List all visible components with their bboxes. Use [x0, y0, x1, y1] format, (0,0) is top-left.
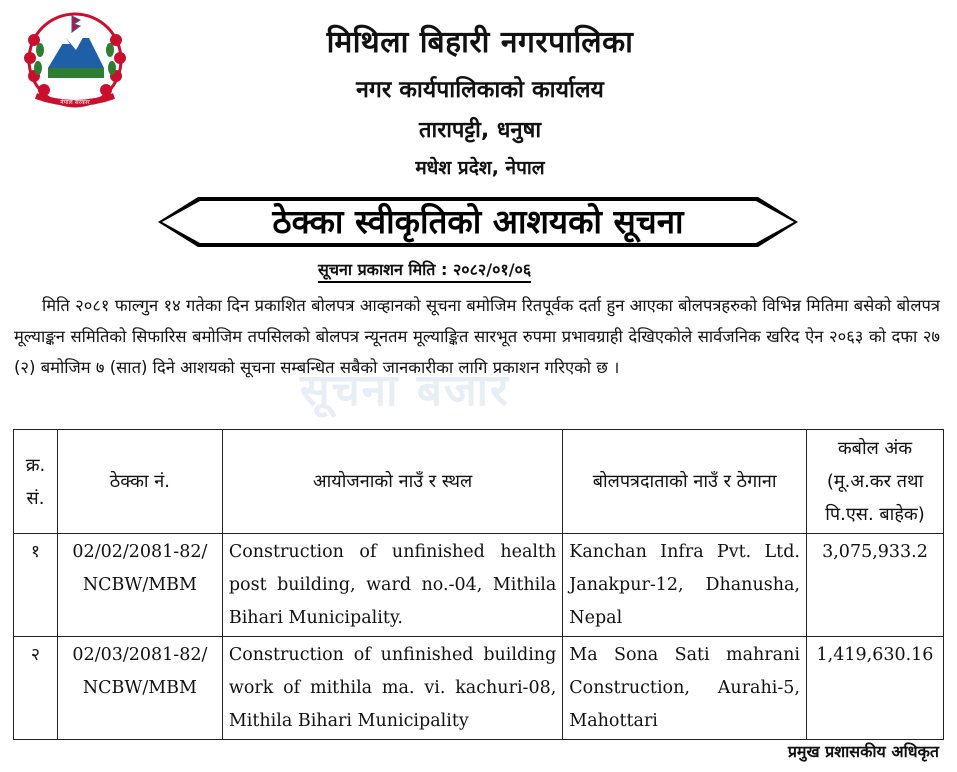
publication-date: सूचना प्रकाशन मिति : २०८२/०१/०६ [318, 258, 531, 283]
cell-contract-no: 02/02/2081-82/ NCBW/MBM [57, 534, 222, 637]
col-bidder: बोलपत्रदाताको नाउँ र ठेगाना [563, 430, 807, 534]
col-serial: क्र. सं. [14, 430, 58, 534]
province-country: मधेश प्रदेश, नेपाल [415, 157, 545, 179]
col-contract-no: ठेक्का नं. [57, 430, 222, 534]
table-header-row [14, 430, 944, 534]
nepal-government-emblem [14, 10, 136, 110]
contract-table [13, 429, 944, 740]
cell-serial: २ [14, 637, 58, 740]
cell-serial: १ [14, 534, 58, 637]
office-name: नगर कार्यपालिकाको कार्यालय [356, 77, 604, 103]
cell-project: Construction of unfinished health post building, ward no.-04, Mithila Bihari Municipality. [222, 534, 562, 637]
table-row [14, 534, 944, 637]
cell-project: Construction of unfinished building work of mithila ma. vi. kachuri-08, Mithila Bihari Municipality [222, 637, 562, 740]
cell-contract-no: 02/03/2081-82/ NCBW/MBM [57, 637, 222, 740]
cell-bidder: Ma Sona Sati mahrani Construction, Aurahi-5, Mahottari [563, 637, 807, 740]
table-row [14, 637, 944, 740]
watermark: सूचना बजार [300, 365, 510, 416]
notice-body: मिति २०८१ फाल्गुन १४ गतेका दिन प्रकाशित बोलपत्र आव्हानको सूचना बमोजिम रितपूर्वक दर्ता हुन आएका बोलपत्रहरुको विभिन्न मितिमा बसेको बोलपत्र मूल्याङ्कन समितिको सिफारिस बमोजिम तपसिलको बोलपत्र न्यूनतम मूल्याङ्कित सारभूत रुपमा प्रभावग्राही देखिएकोले सार्वजनिक खरिद ऐन २०६३ को दफा २७ (२) बमोजिम ७ (सात) दिने आशयको सूचना सम्बन्धित सबैको जानकारीका लागि प्रकाशन गरिएको छ । [14, 296, 940, 377]
municipality-name: मिथिला बिहारी नगरपालिका [326, 25, 634, 60]
cell-amount: 1,419,630.16 [806, 637, 943, 740]
office-location: तारापट्टी, धनुषा [418, 118, 542, 143]
col-amount: कबोल अंक (मू.अ.कर तथा पि.एस. बाहेक) [806, 430, 943, 534]
emblem-motto: नेपाल सरकार [60, 99, 90, 106]
col-project: आयोजनाको नाउँ र स्थल [222, 430, 562, 534]
cell-bidder: Kanchan Infra Pvt. Ltd. Janakpur-12, Dhanusha, Nepal [563, 534, 807, 637]
cell-amount: 3,075,933.2 [806, 534, 943, 637]
signatory: प्रमुख प्रशासकीय अधिकृत [787, 742, 939, 761]
notice-title: ठेक्का स्वीकृतिको आशयको सूचना [272, 202, 684, 241]
